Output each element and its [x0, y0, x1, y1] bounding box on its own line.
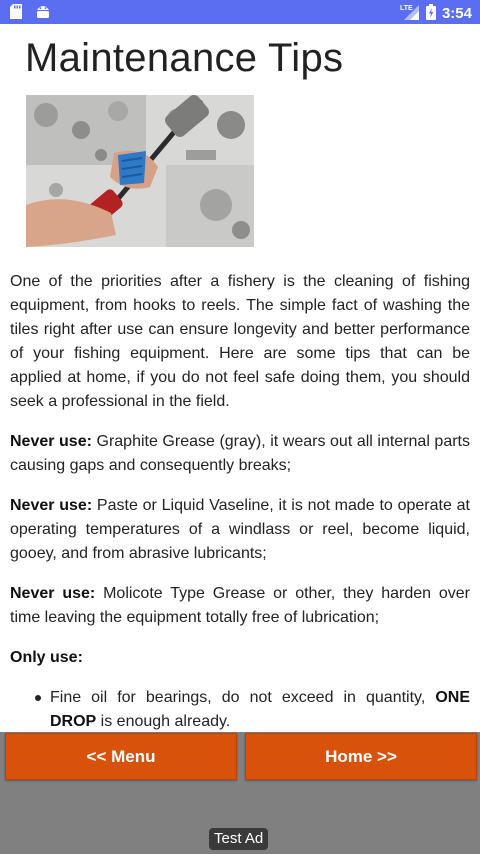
sd-card-icon [10, 4, 22, 24]
never-use-text: Graphite Grease (gray), it wears out all internal parts causing gaps and consequently breaks; [10, 433, 470, 474]
article-content[interactable] [0, 24, 480, 732]
list-item [50, 686, 470, 732]
only-use-heading [10, 646, 470, 670]
status-time: 3:54 [441, 5, 472, 22]
page-title: Maintenance Tips [25, 36, 344, 80]
never-use-label: Never use: [10, 433, 92, 450]
list-item-emphasis: ONE DROP [50, 689, 470, 730]
android-icon [36, 4, 50, 24]
status-right-icons [400, 3, 472, 24]
list-item-tail: is enough already. [96, 713, 231, 730]
never-use-label: Never use: [10, 497, 93, 514]
only-use-label: Only use: [10, 649, 83, 666]
battery-icon [426, 4, 436, 24]
list-item-text: Fine oil for bearings, do not exceed in quantity, [50, 689, 436, 706]
menu-button[interactable]: << Menu [5, 733, 237, 780]
never-use-text: Molicote Type Grease or other, they harden over time leaving the equipment totally free of lubrication; [10, 585, 470, 626]
never-use-graphite [10, 430, 470, 478]
intro-paragraph: One of the priorities after a fishery is the cleaning of fishing equipment, from hooks to reels. The simple fact of washing the tiles right after use can ensure longevity and better performance of your fishing equipment. Here are some tips that can be applied at home, if you do not feel safe doing them, you should seek a professional in the field. [10, 273, 470, 410]
status-left-icons [10, 4, 50, 24]
network-type-label: LTE [399, 5, 413, 12]
never-use-text: Paste or Liquid Vaseline, it is not made to operate at operating temperatures of a windlass or reel, become liquid, gooey, and from abrasive lubricants; [10, 497, 470, 562]
home-button[interactable]: Home >> [245, 733, 477, 780]
test-ad-badge: Test Ad [209, 828, 268, 850]
fishing-reel-cleaning-image [26, 95, 254, 247]
never-use-vaseline [10, 494, 470, 566]
bullet-icon [35, 695, 41, 701]
never-use-label: Never use: [10, 585, 96, 602]
status-bar [0, 0, 480, 24]
never-use-molicote [10, 582, 470, 630]
signal-icon [400, 3, 420, 24]
